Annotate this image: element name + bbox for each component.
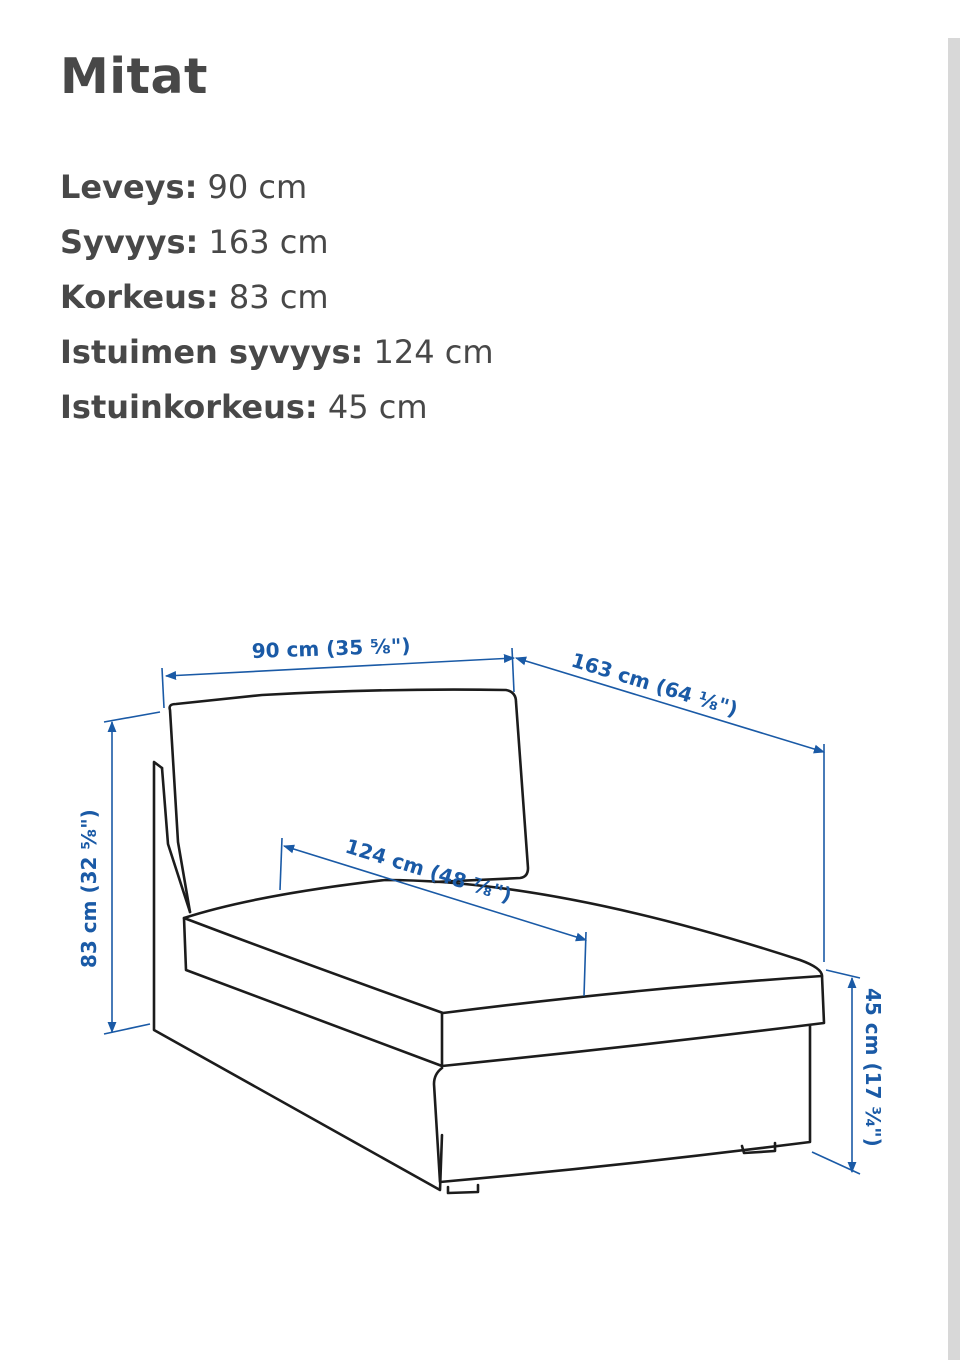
dimension-height <box>60 272 493 327</box>
side-panel <box>154 762 442 1190</box>
width-arrow <box>166 658 514 676</box>
width-ext-right <box>512 648 514 692</box>
dimension-label: Istuimen syvyys: <box>60 333 364 371</box>
depth-arrow <box>516 658 824 752</box>
dimension-label: Istuinkorkeus: <box>60 388 318 426</box>
width-label: 90 cm (35 ⁵⁄₈") <box>251 633 411 663</box>
seat-height-label: 45 cm (17 ³⁄₄") <box>861 988 885 1147</box>
seat-depth-ext-left <box>280 838 282 890</box>
page-title: Mitat <box>60 48 208 105</box>
seat-depth-label: 124 cm (48 ⁷⁄₈") <box>342 833 515 908</box>
seat-cushion-side <box>442 976 824 1066</box>
dimension-seat-depth <box>60 327 493 382</box>
dimension-width <box>60 162 493 217</box>
dimension-value: 124 cm <box>373 333 494 371</box>
dimension-value: 90 cm <box>207 168 308 206</box>
dimension-value: 45 cm <box>327 388 428 426</box>
dimension-list <box>60 162 493 437</box>
base-front <box>434 1026 810 1182</box>
dimension-value: 163 cm <box>208 223 329 261</box>
dimension-depth <box>60 217 493 272</box>
seat-height-ext-top <box>826 970 860 978</box>
height-ext-top <box>104 712 160 722</box>
dimension-lines <box>104 648 860 1174</box>
height-ext-bottom <box>104 1024 150 1034</box>
dimension-seat-height <box>60 382 493 437</box>
scrollbar[interactable] <box>948 38 960 1360</box>
seat-depth-ext-right <box>584 932 586 996</box>
foot-left <box>448 1185 478 1193</box>
seat-cushion-front <box>184 918 442 1066</box>
height-label: 83 cm (32 ⁵⁄₈") <box>77 809 101 968</box>
dimension-value: 83 cm <box>228 278 329 316</box>
chaise-longue-dimension-diagram <box>0 560 960 1280</box>
dimension-label: Korkeus: <box>60 278 219 316</box>
chaise-drawing <box>154 690 824 1193</box>
width-ext-left <box>162 668 164 708</box>
dimension-label: Leveys: <box>60 168 198 206</box>
dimension-label: Syvyys: <box>60 223 199 261</box>
depth-label: 163 cm (64 ¹⁄₈") <box>568 647 741 722</box>
